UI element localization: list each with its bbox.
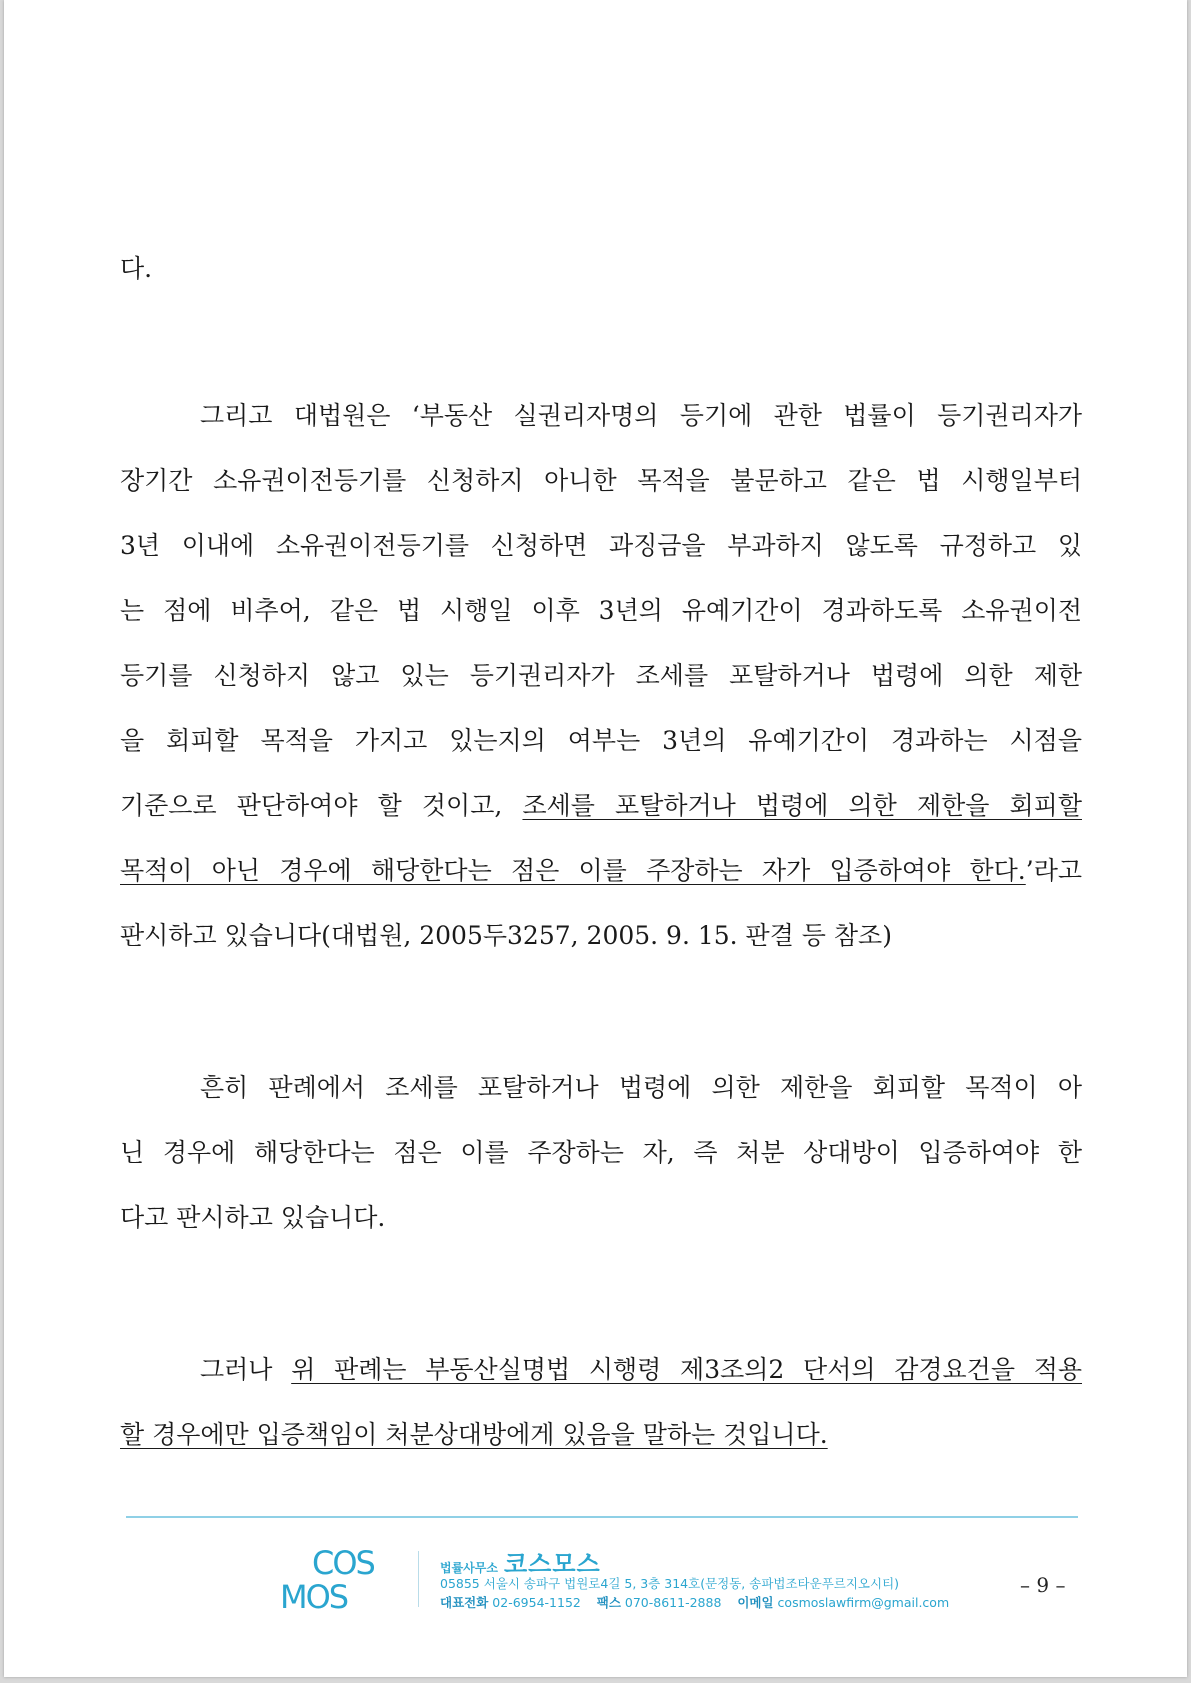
fax-label: 팩스	[596, 1595, 621, 1610]
paragraph-line: 등기를 신청하지 않고 있는 등기권리자가 조세를 포탈하거나 법령에 의한 제한	[120, 661, 1082, 690]
document-page	[4, 0, 1187, 1677]
paragraph-line: 흔히 판례에서 조세를 포탈하거나 법령에 의한 제한을 회피할 목적이 아	[200, 1073, 1082, 1102]
paragraph-line: 3년 이내에 소유권이전등기를 신청하면 과징금을 부과하지 않도록 규정하고 있	[120, 531, 1082, 560]
firm-address: 05855 서울시 송파구 법원로4길 5, 3층 314호(문정동, 송파법조타운푸르지오시티)	[440, 1576, 900, 1591]
paragraph-line: 판시하고 있습니다(대법원, 2005두3257, 2005. 9. 15. 판결 등 참조)	[120, 921, 892, 950]
firm-contact	[440, 1593, 949, 1611]
paragraph-line	[120, 854, 1082, 888]
phone-number: 02-6954-1152	[492, 1595, 581, 1610]
paragraph-line: 닌 경우에 해당한다는 점은 이를 주장하는 자, 즉 처분 상대방이 입증하여야 한	[120, 1138, 1082, 1167]
paragraph-line: 그리고 대법원은 ‘부동산 실권리자명의 등기에 관한 법률이 등기권리자가	[200, 401, 1082, 430]
phone-label: 대표전화	[440, 1595, 489, 1610]
paragraph-line: 을 회피할 목적을 가지고 있는지의 여부는 3년의 유예기간이 경과하는 시점을	[120, 726, 1082, 755]
firm-prefix: 법률사무소	[440, 1561, 498, 1575]
paragraph-line	[200, 1353, 1082, 1387]
paragraph-line: 는 점에 비추어, 같은 법 시행일 이후 3년의 유예기간이 경과하도록 소유권이전	[120, 596, 1082, 625]
underlined-text: 조세를 포탈하거나 법령에 의한 제한을 회피할	[522, 791, 1082, 820]
cosmos-logo	[278, 1544, 396, 1614]
page-number: – 9 –	[1020, 1573, 1066, 1597]
paragraph-line: 장기간 소유권이전등기를 신청하지 아니한 목적을 불문하고 같은 법 시행일부터	[120, 466, 1082, 495]
underlined-text: 목적이 아닌 경우에 해당한다는 점은 이를 주장하는 자가 입증하여야 한다.	[120, 856, 1026, 885]
plain-text: 그러나	[200, 1355, 273, 1384]
plain-text: ’라고	[1025, 856, 1082, 885]
underlined-text: 위 판례는 부동산실명법 시행령 제3조의2 단서의 감경요건을 적용	[291, 1355, 1082, 1384]
paragraph-line	[120, 1418, 1082, 1452]
paragraph-line	[120, 789, 1082, 823]
email-label: 이메일	[737, 1595, 774, 1610]
logo-divider	[418, 1551, 419, 1607]
paragraph-line: 다고 판시하고 있습니다.	[120, 1203, 386, 1232]
logo-top-text: COS	[312, 1544, 374, 1582]
paragraph-line: 다.	[120, 254, 153, 283]
logo-bottom-text: MOS	[280, 1578, 348, 1614]
fax-number: 070-8611-2888	[624, 1595, 722, 1610]
underlined-text: 할 경우에만 입증책임이 처분상대방에게 있음을 말하는 것입니다.	[120, 1420, 828, 1449]
footer-divider	[126, 1516, 1078, 1518]
firm-name: 코스모스	[503, 1550, 601, 1578]
plain-text: 기준으로 판단하여야 할 것이고,	[120, 791, 503, 820]
email-address: cosmoslawfirm@gmail.com	[777, 1595, 950, 1610]
